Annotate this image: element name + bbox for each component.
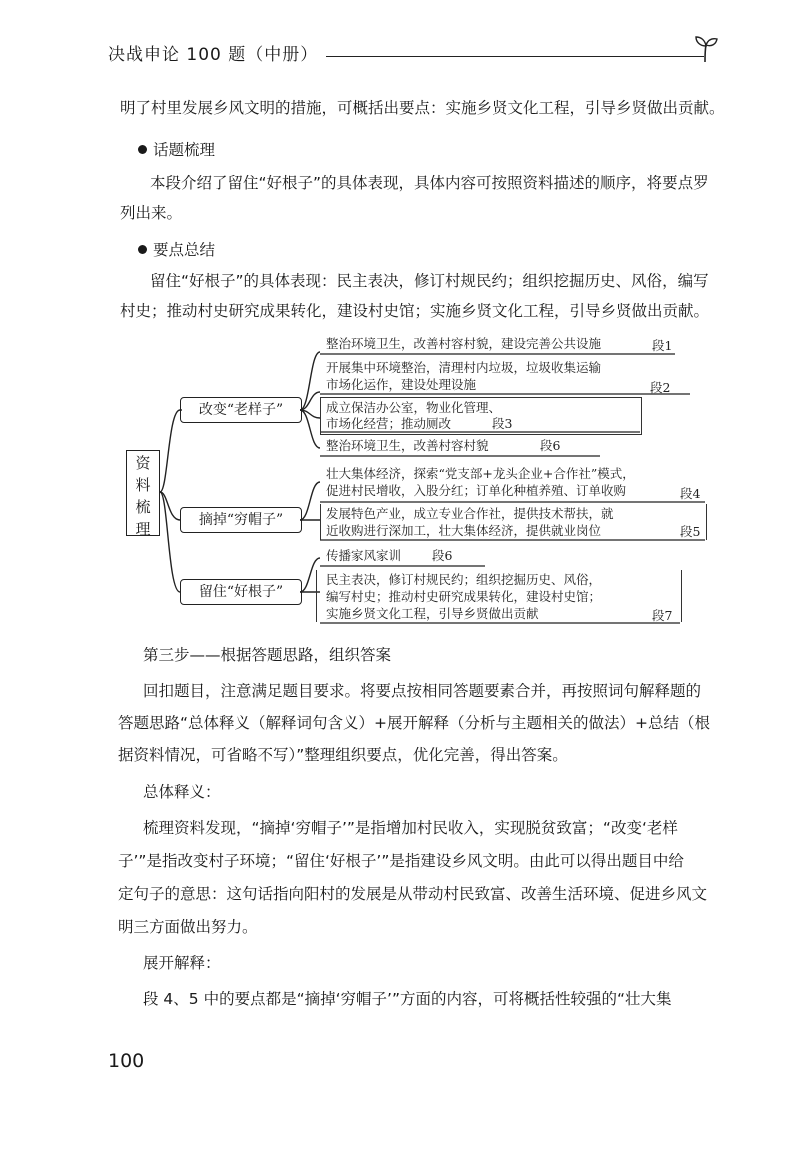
leaf-text: 编写村史；推动村史研究成果转化，建设村史馆； [326,589,602,604]
sprout-icon [690,34,720,64]
paragraph-line: 村史；推动村史研究成果转化，建设村史馆；实施乡贤文化工程，引导乡贤做出贡献。 [120,302,710,320]
paragraph-line: 据资料情况，可省略不写）”整理组织要点，优化完善，得出答案。 [118,746,568,764]
branch-node-change: 改变“老样子” [180,397,302,423]
subheading-expand: 展开解释： [143,954,221,972]
book-title: 决战申论 100 题（中册） [108,45,319,65]
subheading-overall: 总体释义： [143,783,221,801]
section-heading-topic: 话题梳理 [138,138,215,160]
leaf-text: 发展特色产业，成立专业合作社，提供技术帮扶，就 [326,506,614,521]
paragraph-line: 明三方面做出努力。 [118,918,258,936]
page-number: 100 [108,1050,145,1072]
leaf-text: 近收购进行深加工，壮大集体经济，提供就业岗位 [326,523,602,538]
leaf-text: 整治环境卫生，改善村容村貌，建设完善公共设施 [326,336,602,351]
root-node: 资 料 梳 理 [126,450,160,536]
leaf-text: 市场化经营；推动厕改 [326,416,452,431]
paragraph-line: 本段介绍了留住“好根子”的具体表现，具体内容可按照资料描述的顺序，将要点罗 [150,174,709,192]
leaf-tag: 段3 [492,416,513,431]
leaf-text: 成立保洁办公室，物业化管理、 [326,400,502,415]
branch-node-remove: 摘掉“穷帽子” [180,507,302,533]
leaf-text: 市场化运作，建设处理设施 [326,377,477,392]
leaf-text: 民主表决，修订村规民约；组织挖掘历史、风俗， [326,572,602,587]
paragraph-line: 定句子的意思：这句话指向阳村的发展是从带动村民致富、改善生活环境、促进乡风文 [118,885,708,903]
connector-root-branch3 [160,492,180,592]
leaf-tag: 段6 [432,548,453,563]
leaf-text: 整治环境卫生，改善村容村貌 [326,438,489,453]
paragraph-line: 段 4、5 中的要点都是“摘掉‘穷帽子’”方面的内容，可将概括性较强的“壮大集 [143,990,672,1008]
bullet-dot-icon [138,145,147,154]
paragraph-line: 梳理资料发现，“摘掉‘穷帽子’”是指增加村民收入，实现脱贫致富；“改变‘老样 [143,819,678,837]
step-heading: 第三步——根据答题思路，组织答案 [143,646,392,664]
leaf-tag: 段1 [652,338,673,353]
paragraph-line: 列出来。 [120,204,183,222]
leaf-text: 促进村民增收，入股分红；订单化种植养殖、订单收购 [326,483,627,498]
leaf-tag: 段2 [650,380,671,395]
leaf-text: 实施乡贤文化工程，引导乡贤做出贡献 [326,606,539,621]
leaf-tag: 段5 [680,524,701,539]
mind-map [120,330,720,630]
paragraph-line: 子’”是指改变村子环境；“留住‘好根子’”是指建设乡风文明。由此可以得出题目中给 [118,852,684,870]
paragraph-line: 回扣题目，注意满足题目要求。将要点按相同答题要素合并，再按照词句解释题的 [143,682,702,700]
connector-b1-l4 [300,410,320,448]
leaf-text: 传播家风家训 [326,548,402,563]
leaf-tag: 段4 [680,486,701,501]
leaf-tag: 段7 [652,608,673,623]
section-heading-summary: 要点总结 [138,238,215,260]
paragraph-line: 明了村里发展乡风文明的措施，可概括出要点：实施乡贤文化工程，引导乡贤做出贡献。 [120,99,725,117]
connector-root-branch1 [160,410,180,492]
branch-node-keep: 留住“好根子” [180,579,302,605]
connector-b2-l1 [300,482,320,520]
paragraph-line: 留住“好根子”的具体表现：民主表决，修订村规民约；组织挖掘历史、风俗，编写 [150,272,709,290]
running-header [108,34,720,70]
bullet-dot-icon [138,245,147,254]
leaf-text: 壮大集体经济，探索“党支部+龙头企业+合作社”模式， [326,466,635,481]
header-rule [326,56,704,57]
leaf-tag: 段6 [540,438,561,453]
leaf-text: 开展集中环境整治，清理村内垃圾，垃圾收集运输 [326,360,602,375]
paragraph-line: 答题思路“总体释义（解释词句含义）+展开解释（分析与主题相关的做法）+总结（根 [118,714,711,732]
